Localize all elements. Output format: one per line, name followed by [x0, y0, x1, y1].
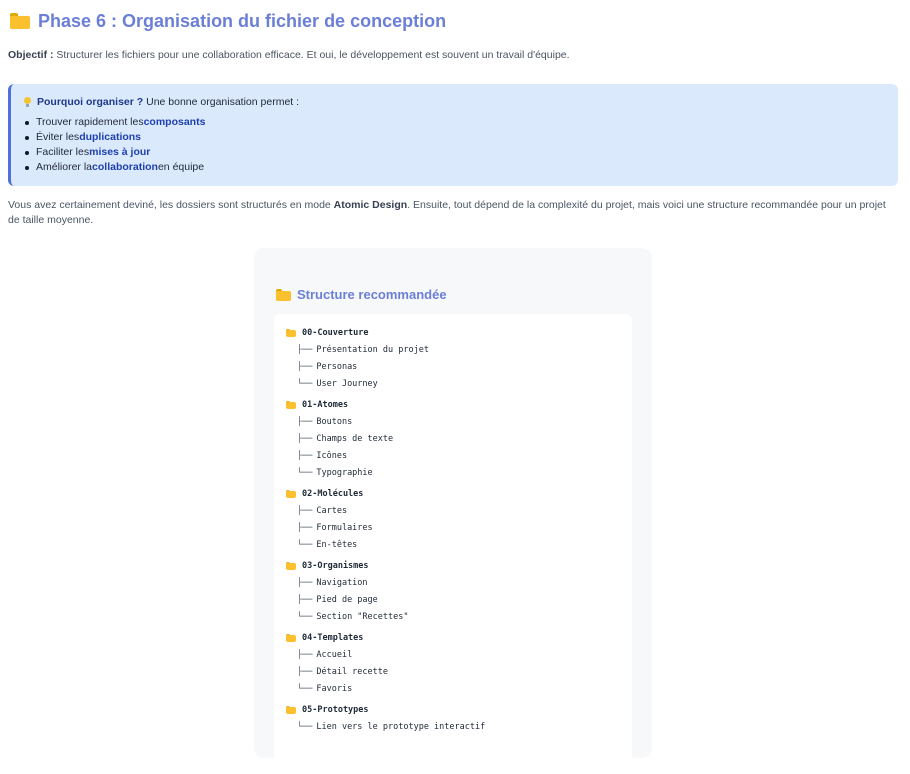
tree-folder: [286, 398, 348, 412]
callout-list-item: [25, 115, 205, 130]
structure-panel: [254, 248, 652, 758]
file-name: Détail recette: [316, 667, 389, 677]
tree-folder: [286, 703, 369, 717]
callout-intro: Une bonne organisation permet :: [143, 96, 300, 108]
file-name: User Journey: [316, 379, 378, 389]
tree-file: [297, 720, 485, 734]
file-name: Présentation du projet: [316, 345, 429, 355]
item-keyword: composants: [143, 116, 206, 128]
tree-branch: ├──: [297, 578, 313, 588]
file-name: Section "Recettes": [316, 612, 409, 622]
file-name: Boutons: [316, 417, 353, 427]
folder-name: 02-Molécules: [302, 489, 364, 499]
tree-branch: ├──: [297, 506, 313, 516]
tree-file: [297, 576, 368, 590]
structure-title-text: Structure recommandée: [297, 287, 447, 302]
callout-title: Pourquoi organiser ?: [37, 96, 144, 108]
folder-icon: [286, 562, 296, 570]
folder-icon: [286, 634, 296, 642]
folder-icon: [286, 706, 296, 714]
paragraph-text-after: . Ensuite, tout dépend de la complexité du projet, mais voici une structure recommandée pour un projet de taille moyenne.: [8, 199, 886, 226]
info-callout: [8, 84, 898, 186]
tree-branch: ├──: [297, 650, 313, 660]
tree-folder: [286, 559, 369, 573]
paragraph-text-before: Vous avez certainement deviné, les dossiers sont structurés en mode: [8, 199, 334, 211]
tree-file: [297, 538, 357, 552]
intro-paragraph: [8, 198, 898, 228]
tree-file: [297, 682, 352, 696]
item-text-after: en équipe: [157, 161, 205, 173]
objective-label: Objectif :: [8, 49, 54, 61]
tree-file: [297, 593, 378, 607]
bullet-icon: [25, 136, 29, 140]
tree-folder: [286, 631, 363, 645]
file-name: Favoris: [316, 684, 353, 694]
tree-file: [297, 343, 429, 357]
bullet-icon: [25, 151, 29, 155]
tree-file: [297, 415, 352, 429]
structure-title: [276, 287, 447, 302]
callout-list-item: [25, 160, 205, 175]
objective-text: Structurer les fichiers pour une collaboration efficace. Et oui, le développement est souvent un travail d'équipe.: [53, 49, 570, 61]
tree-file: [297, 432, 393, 446]
folder-name: 01-Atomes: [302, 400, 349, 410]
callout-list-item: [25, 130, 205, 145]
file-name: Accueil: [316, 650, 353, 660]
tree-file: [297, 504, 347, 518]
tree-branch: ├──: [297, 595, 313, 605]
folder-tree: [274, 314, 632, 774]
tree-branch: └──: [297, 612, 313, 622]
file-name: Typographie: [316, 468, 373, 478]
item-text: Faciliter les: [36, 146, 90, 158]
file-name: Icônes: [316, 451, 348, 461]
tree-branch: └──: [297, 684, 313, 694]
item-text: Améliorer la: [36, 161, 93, 173]
folder-icon: [10, 13, 30, 29]
folder-name: 05-Prototypes: [302, 705, 369, 715]
file-name: Champs de texte: [316, 434, 394, 444]
tree-branch: ├──: [297, 523, 313, 533]
folder-name: 00-Couverture: [302, 328, 369, 338]
tree-branch: ├──: [297, 451, 313, 461]
item-text: Trouver rapidement les: [36, 116, 144, 128]
tree-branch: ├──: [297, 434, 313, 444]
tree-branch: └──: [297, 379, 313, 389]
file-name: Lien vers le prototype interactif: [316, 722, 486, 732]
tree-branch: ├──: [297, 362, 313, 372]
folder-icon: [286, 329, 296, 337]
file-name: Navigation: [316, 578, 368, 588]
callout-header: [24, 96, 299, 108]
file-name: En-têtes: [316, 540, 358, 550]
tree-file: [297, 377, 378, 391]
tree-file: [297, 665, 388, 679]
callout-list-item: [25, 145, 205, 160]
tree-branch: ├──: [297, 345, 313, 355]
tree-file: [297, 648, 352, 662]
item-keyword: collaboration: [92, 161, 158, 173]
bullet-icon: [25, 121, 29, 125]
callout-list: [25, 115, 205, 175]
tree-branch: └──: [297, 540, 313, 550]
file-name: Formulaires: [316, 523, 373, 533]
tree-file: [297, 449, 347, 463]
folder-icon: [286, 401, 296, 409]
tree-branch: └──: [297, 722, 313, 732]
tree-file: [297, 360, 357, 374]
tree-file: [297, 466, 373, 480]
tree-branch: ├──: [297, 667, 313, 677]
item-keyword: duplications: [79, 131, 142, 143]
tree-file: [297, 521, 373, 535]
tree-branch: ├──: [297, 417, 313, 427]
file-name: Cartes: [316, 506, 348, 516]
folder-icon: [276, 289, 291, 301]
bullet-icon: [25, 166, 29, 170]
objective-line: [8, 49, 898, 61]
tree-file: [297, 610, 408, 624]
item-keyword: mises à jour: [89, 146, 151, 158]
folder-name: 04-Templates: [302, 633, 364, 643]
paragraph-keyword: Atomic Design: [333, 199, 408, 211]
page-title-text: Phase 6 : Organisation du fichier de conception: [38, 10, 447, 31]
tree-branch: └──: [297, 468, 313, 478]
item-text: Éviter les: [36, 131, 80, 143]
tree-folder: [286, 326, 369, 340]
tree-folder: [286, 487, 363, 501]
folder-icon: [286, 490, 296, 498]
file-name: Pied de page: [316, 595, 378, 605]
page-title: [10, 8, 446, 34]
file-name: Personas: [316, 362, 358, 372]
lightbulb-icon: [24, 97, 31, 107]
folder-name: 03-Organismes: [302, 561, 369, 571]
